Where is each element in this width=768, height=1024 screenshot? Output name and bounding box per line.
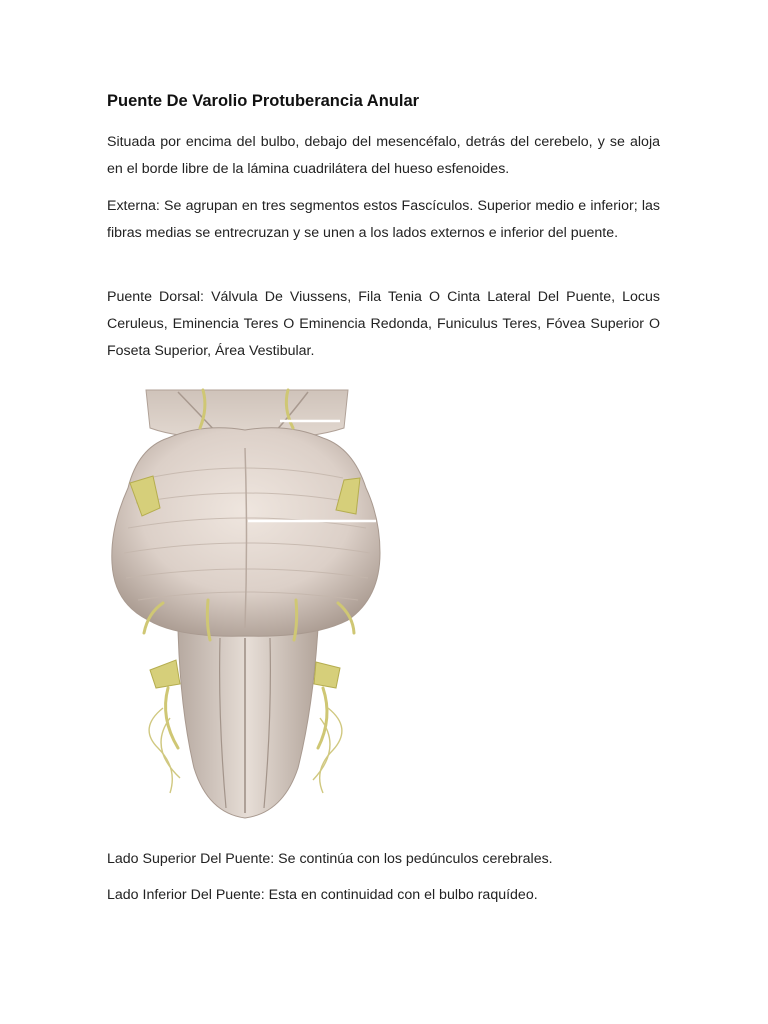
page-title: Puente De Varolio Protuberancia Anular: [107, 92, 420, 110]
paragraph-external: Externa: Se agrupan en tres segmentos estos Fascículos. Superior medio e inferior; las fibras medias se entrecruzan y se unen a los lados externos e inferior del puente.: [107, 198, 660, 241]
paragraph-lower-side: Lado Inferior Del Puente: Esta en continuidad con el bulbo raquídeo.: [107, 887, 538, 903]
paragraph-location: Situada por encima del bulbo, debajo del mesencéfalo, detrás del cerebelo, y se aloja en el borde libre de la lámina cuadrilátera del hueso esfenoides.: [107, 134, 660, 177]
medulla: [178, 628, 318, 818]
paragraph-upper-side: Lado Superior Del Puente: Se continúa con los pedúnculos cerebrales.: [107, 851, 553, 867]
paragraph-dorsal: Puente Dorsal: Válvula De Viussens, Fila Tenia O Cinta Lateral Del Puente, Locus Ceruleus, Eminencia Teres O Eminencia Redonda, Funiculus Teres, Fóvea Superior O Foseta Superior, Área Vestibular.: [107, 289, 660, 359]
brainstem-illustration: [108, 388, 383, 820]
